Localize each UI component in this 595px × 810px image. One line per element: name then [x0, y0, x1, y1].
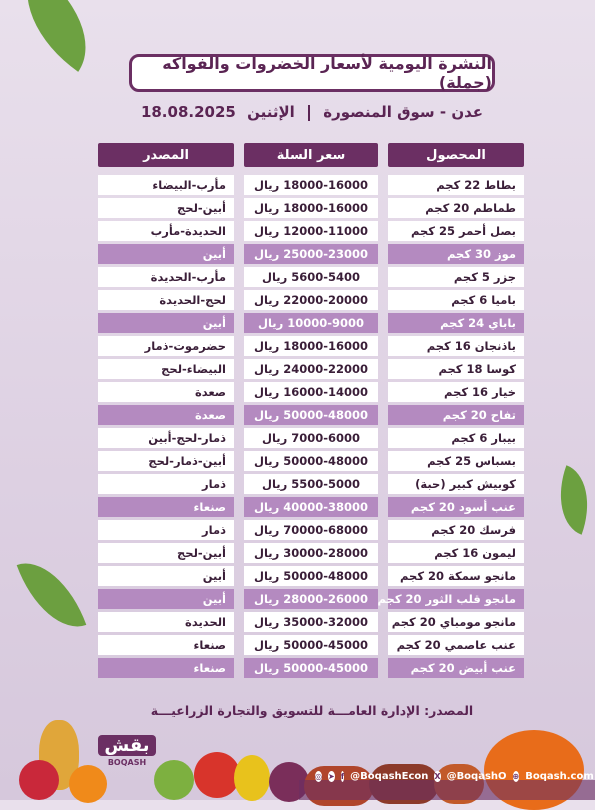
melon-shape — [154, 760, 194, 800]
source-cell: صنعاء — [98, 658, 234, 678]
price-cell: 18000-16000 ريال — [244, 175, 378, 195]
source-cell: ذمار — [98, 474, 234, 494]
source-cell: لحج-الحديدة — [98, 290, 234, 310]
product-cell: عنب أبيض 20 كجم — [388, 658, 524, 678]
product-cell: كوبيش كبير (حبة) — [388, 474, 524, 494]
price-cell: 7000-6000 ريال — [244, 428, 378, 448]
price-cell: 50000-45000 ريال — [244, 635, 378, 655]
source-cell: ذمار-لحج-أبين — [98, 428, 234, 448]
source-cell: أبين — [98, 244, 234, 264]
table-row — [98, 359, 524, 379]
table-row — [98, 451, 524, 471]
x-icon: X — [434, 771, 441, 781]
boqash-logo — [97, 735, 157, 783]
telegram-icon: ➤ — [327, 771, 335, 781]
table-row — [98, 589, 524, 609]
product-cell: كوسا 18 كجم — [388, 359, 524, 379]
price-cell: 35000-32000 ريال — [244, 612, 378, 632]
table-row — [98, 658, 524, 678]
price-cell: 12000-11000 ريال — [244, 221, 378, 241]
product-cell: جزر 5 كجم — [388, 267, 524, 287]
source-cell: مأرب-البيضاء — [98, 175, 234, 195]
source-cell: البيضاء-لحج — [98, 359, 234, 379]
product-cell: عنب عاصمي 20 كجم — [388, 635, 524, 655]
date: 18.08.2025 — [140, 103, 236, 121]
price-cell: 40000-38000 ريال — [244, 497, 378, 517]
price-cell: 70000-68000 ريال — [244, 520, 378, 540]
price-cell: 50000-48000 ريال — [244, 405, 378, 425]
product-cell: تفاح 20 كجم — [388, 405, 524, 425]
footer-source: المصدر: الإدارة العامـــة للتسويق والتجارة الزراعيـــة — [150, 703, 474, 718]
source-cell: أبين-لحج — [98, 543, 234, 563]
table-row — [98, 198, 524, 218]
logo-name: BOQASH — [107, 758, 147, 767]
product-cell: موز 30 كجم — [388, 244, 524, 264]
price-cell: 28000-26000 ريال — [244, 589, 378, 609]
price-cell: 50000-48000 ريال — [244, 451, 378, 471]
source-cell: حضرموت-ذمار — [98, 336, 234, 356]
table-row — [98, 382, 524, 402]
table-row — [98, 267, 524, 287]
header-product: المحصول — [388, 143, 524, 167]
price-cell: 18000-16000 ريال — [244, 198, 378, 218]
table-header — [98, 143, 524, 167]
table-row — [98, 336, 524, 356]
product-cell: مانجو قلب الثور 20 كجم — [388, 589, 524, 609]
globe-icon: ⊕ — [512, 771, 520, 781]
product-cell: فرسك 20 كجم — [388, 520, 524, 540]
price-cell: 30000-28000 ريال — [244, 543, 378, 563]
social-links — [315, 767, 594, 785]
table-row — [98, 244, 524, 264]
social-handle-x[interactable]: @BoqashO — [446, 770, 507, 782]
price-cell: 50000-48000 ريال — [244, 566, 378, 586]
product-cell: بطاط 22 كجم — [388, 175, 524, 195]
product-cell: باباي 24 كجم — [388, 313, 524, 333]
price-cell: 18000-16000 ريال — [244, 336, 378, 356]
pepper-shape — [234, 755, 270, 801]
price-cell: 5600-5400 ريال — [244, 267, 378, 287]
product-cell: بسباس 25 كجم — [388, 451, 524, 471]
table-row — [98, 612, 524, 632]
apple-shape — [19, 760, 59, 800]
table-row — [98, 175, 524, 195]
source-cell: صعدة — [98, 382, 234, 402]
social-handle-econ[interactable]: @BoqashEcon — [350, 770, 429, 782]
price-cell: 16000-14000 ريال — [244, 382, 378, 402]
product-cell: طماطم 20 كجم — [388, 198, 524, 218]
table-row — [98, 313, 524, 333]
location-date-line — [129, 103, 495, 121]
table-row — [98, 290, 524, 310]
product-cell: بيبار 6 كجم — [388, 428, 524, 448]
separator — [308, 105, 310, 121]
product-cell: بصل أحمر 25 كجم — [388, 221, 524, 241]
table-row — [98, 221, 524, 241]
table-row — [98, 405, 524, 425]
product-cell: عنب أسود 20 كجم — [388, 497, 524, 517]
price-cell: 10000-9000 ريال — [244, 313, 378, 333]
day: الإثنين — [247, 103, 295, 121]
source-cell: صنعاء — [98, 635, 234, 655]
leaf-decoration — [0, 0, 112, 72]
price-table — [98, 143, 524, 681]
price-cell: 5500-5000 ريال — [244, 474, 378, 494]
product-cell: مانجو سمكة 20 كجم — [388, 566, 524, 586]
table-row — [98, 520, 524, 540]
source-cell: صعدة — [98, 405, 234, 425]
logo-mark: بقش — [98, 735, 155, 756]
table-row — [98, 635, 524, 655]
source-cell: أبين-لحج — [98, 198, 234, 218]
price-cell: 22000-20000 ريال — [244, 290, 378, 310]
table-body — [98, 175, 524, 678]
price-cell: 24000-22000 ريال — [244, 359, 378, 379]
leaf-decoration — [17, 550, 87, 641]
source-cell: الحديدة-مأرب — [98, 221, 234, 241]
source-cell: مأرب-الحديدة — [98, 267, 234, 287]
bulletin-title: النشرة اليومية لأسعار الخضروات والفواكه (جملة) — [129, 54, 495, 92]
table-row — [98, 428, 524, 448]
product-cell: ليمون 16 كجم — [388, 543, 524, 563]
product-cell: مانجو مومباي 20 كجم — [388, 612, 524, 632]
table-row — [98, 566, 524, 586]
product-cell: خيار 16 كجم — [388, 382, 524, 402]
source-cell: أبين-ذمار-لحج — [98, 451, 234, 471]
source-cell: أبين — [98, 313, 234, 333]
header-source: المصدر — [98, 143, 234, 167]
location: عدن - سوق المنصورة — [323, 103, 484, 121]
source-cell: ذمار — [98, 520, 234, 540]
header-price: سعر السلة — [244, 143, 378, 167]
source-cell: صنعاء — [98, 497, 234, 517]
price-cell: 25000-23000 ريال — [244, 244, 378, 264]
leaf-decoration — [546, 465, 595, 534]
table-row — [98, 497, 524, 517]
table-row — [98, 543, 524, 563]
source-cell: أبين — [98, 589, 234, 609]
source-cell: أبين — [98, 566, 234, 586]
instagram-icon: ◎ — [315, 771, 322, 781]
product-cell: باذنجان 16 كجم — [388, 336, 524, 356]
price-cell: 50000-45000 ريال — [244, 658, 378, 678]
facebook-icon: f — [340, 771, 345, 781]
table-row — [98, 474, 524, 494]
product-cell: باميا 6 كجم — [388, 290, 524, 310]
website-link[interactable]: Boqash.com — [525, 770, 594, 782]
source-cell: الحديدة — [98, 612, 234, 632]
